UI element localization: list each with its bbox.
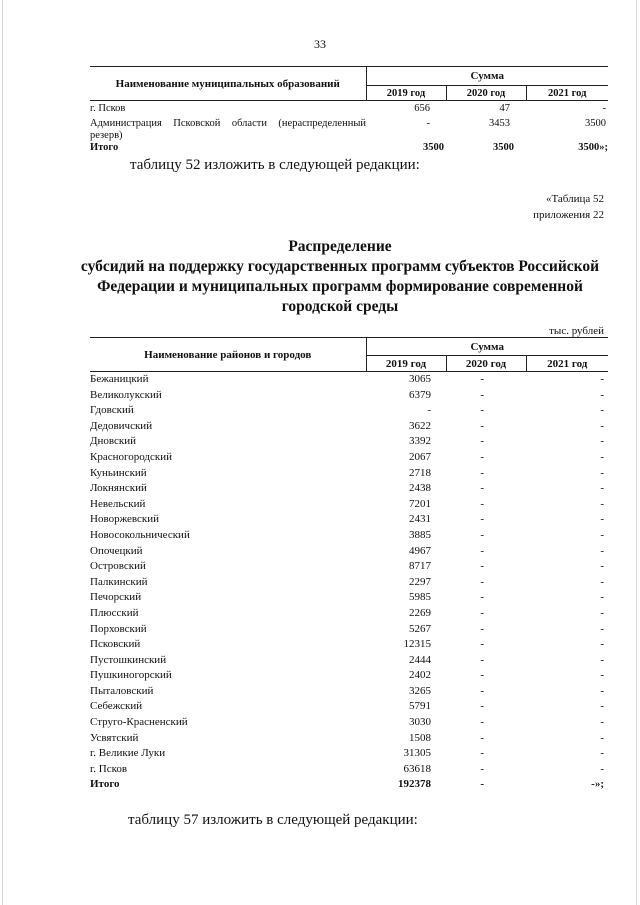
row-2021: - [602,103,606,114]
value-2021: - [600,747,604,760]
row-2021: 3500»; [578,142,608,153]
district-name: Палкинский [90,575,148,588]
value-2020: - [480,560,484,573]
value-2020: - [480,700,484,713]
row-2021: 3500 [585,118,606,129]
row-2020: 3500 [493,142,514,153]
value-2019: 3885 [409,528,431,541]
value-2019: - [427,404,431,417]
district-name: Пыталовский [90,684,154,697]
value-2019: 2438 [409,482,431,495]
table1-sum-header: Сумма [366,67,608,86]
table-row [90,528,608,544]
table-row [90,544,608,560]
value-2019: 31305 [403,747,431,760]
value-2019: 1508 [409,731,431,744]
units-label: тыс. рублей [549,325,604,337]
row-2020: 3453 [489,118,510,129]
scan-edge-right [636,0,637,905]
district-name: Куньинский [90,466,147,479]
value-2020: - [480,684,484,697]
table-row [90,653,608,669]
value-2021: - [600,731,604,744]
table1-year-2020: 2020 год [446,86,526,101]
value-2021: - [600,560,604,573]
table1-row [90,101,608,116]
value-2020: - [480,638,484,651]
table-row [90,668,608,684]
total-row [90,777,608,793]
value-2019: 4967 [409,544,431,557]
table-row [90,450,608,466]
subsidies-table [90,337,608,793]
table1-year-2019: 2019 год [366,86,446,101]
value-2019: 3622 [409,419,431,432]
row-name: Итого [90,142,119,153]
value-2021: - [600,606,604,619]
value-2021: - [600,404,604,417]
value-2019: 6379 [409,388,431,401]
value-2019: 2402 [409,669,431,682]
table-row [90,372,608,388]
value-2020: - [480,669,484,682]
value-2020: - [480,466,484,479]
row-name: Администрация Псковской области (нераспределенный резерв) [90,118,366,141]
table2-year-2021: 2021 год [526,356,608,372]
district-name: Пушкиногорский [90,669,172,682]
table-row [90,512,608,528]
value-2020: - [480,731,484,744]
table-row [90,403,608,419]
district-name: Дедовичский [90,419,153,432]
value-2019: 3065 [409,373,431,385]
total-2020: - [480,778,484,791]
row-name: г. Псков [90,103,126,114]
district-name: Новосокольнический [90,528,190,541]
value-2021: - [600,762,604,775]
value-2020: - [480,419,484,432]
district-name: Островский [90,560,146,573]
value-2020: - [480,622,484,635]
value-2021: - [600,528,604,541]
table-title [80,237,600,317]
district-name: Усвятский [90,731,139,744]
value-2019: 12315 [403,638,431,651]
district-name: Псковский [90,638,141,651]
table-row [90,590,608,606]
value-2020: - [480,497,484,510]
district-name: Бежаницкий [90,373,149,385]
table1-name-header: Наименование муниципальных образований [90,67,366,101]
table-reference-line2: приложения 22 [533,209,604,221]
value-2021: - [600,653,604,666]
value-2021: - [600,466,604,479]
table-reference-line1: «Таблица 52 [545,193,604,205]
value-2021: - [600,497,604,510]
table-row [90,637,608,653]
value-2021: - [600,482,604,495]
district-name: Гдовский [90,404,134,417]
value-2020: - [480,653,484,666]
scan-edge-left [2,0,3,905]
district-name: г. Великие Луки [90,747,166,760]
table-row [90,481,608,497]
value-2019: 8717 [409,560,431,573]
value-2019: 2444 [409,653,431,666]
table-row [90,746,608,762]
value-2020: - [480,762,484,775]
title-line2: субсидий на поддержку государственных программ субъектов Российской Федерации и муниципальных программ формирование современной городской среды [80,258,600,315]
table2-name-header: Наименование районов и городов [90,338,366,372]
value-2020: - [480,373,484,385]
total-2021: -»; [591,778,604,791]
table-row [90,684,608,700]
table2-year-2020: 2020 год [446,356,526,372]
table-row [90,731,608,747]
district-name: Плюсский [90,606,139,619]
district-name: Порховский [90,622,147,635]
value-2021: - [600,450,604,463]
district-name: Невельский [90,497,146,510]
value-2021: - [600,373,604,385]
value-2021: - [600,419,604,432]
value-2021: - [600,716,604,729]
value-2019: 2718 [409,466,431,479]
value-2021: - [600,388,604,401]
value-2019: 5267 [409,622,431,635]
value-2020: - [480,591,484,604]
table-row [90,575,608,591]
value-2019: 3265 [409,684,431,697]
value-2021: - [600,622,604,635]
total-2019: 192378 [398,778,431,791]
value-2019: 5791 [409,700,431,713]
table-row [90,622,608,638]
table2-year-2019: 2019 год [366,356,446,372]
value-2020: - [480,482,484,495]
value-2020: - [480,544,484,557]
table-row [90,434,608,450]
value-2021: - [600,684,604,697]
value-2019: 3392 [409,435,431,448]
district-name: Красногородский [90,450,173,463]
table-row [90,762,608,778]
district-name: Печорский [90,591,142,604]
value-2021: - [600,591,604,604]
instruction-paragraph-1: таблицу 52 изложить в следующей редакции: [130,157,420,173]
value-2019: 3030 [409,716,431,729]
table-row [90,466,608,482]
value-2019: 2269 [409,606,431,619]
value-2021: - [600,513,604,526]
row-2020: 47 [499,103,510,114]
table-row [90,699,608,715]
table-row [90,606,608,622]
row-2019: 3500 [423,142,444,153]
value-2021: - [600,575,604,588]
value-2019: 5985 [409,591,431,604]
district-name: Новоржевский [90,513,160,526]
table2-sum-header: Сумма [366,338,608,356]
value-2020: - [480,606,484,619]
table1-year-2021: 2021 год [526,86,608,101]
value-2020: - [480,528,484,541]
district-name: Пустошкинский [90,653,167,666]
value-2020: - [480,404,484,417]
value-2021: - [600,700,604,713]
value-2020: - [480,513,484,526]
table-row [90,419,608,435]
table1-row [90,115,608,142]
value-2021: - [600,638,604,651]
district-name: Себежский [90,700,143,713]
value-2019: 63618 [403,762,431,775]
value-2020: - [480,747,484,760]
row-2019: - [426,118,430,129]
district-name: Великолукский [90,388,162,401]
value-2019: 2067 [409,450,431,463]
value-2020: - [480,716,484,729]
table1-total-row [90,142,608,154]
page-number: 33 [314,37,326,51]
value-2021: - [600,435,604,448]
value-2019: 2431 [409,513,431,526]
value-2019: 2297 [409,575,431,588]
table-row [90,715,608,731]
value-2021: - [600,544,604,557]
district-name: Локнянский [90,482,147,495]
district-name: г. Псков [90,762,128,775]
district-name: Струго-Красненский [90,716,188,729]
value-2020: - [480,388,484,401]
table-row [90,559,608,575]
row-2019: 656 [414,103,430,114]
table-row [90,388,608,404]
district-name: Опочецкий [90,544,143,557]
value-2020: - [480,575,484,588]
value-2020: - [480,450,484,463]
district-name: Дновский [90,435,137,448]
title-line1: Распределение [288,238,392,255]
table-row [90,497,608,513]
value-2021: - [600,669,604,682]
continued-table [90,66,608,154]
value-2019: 7201 [409,497,431,510]
instruction-paragraph-2: таблицу 57 изложить в следующей редакции: [128,812,418,828]
total-label: Итого [90,778,120,791]
value-2020: - [480,435,484,448]
